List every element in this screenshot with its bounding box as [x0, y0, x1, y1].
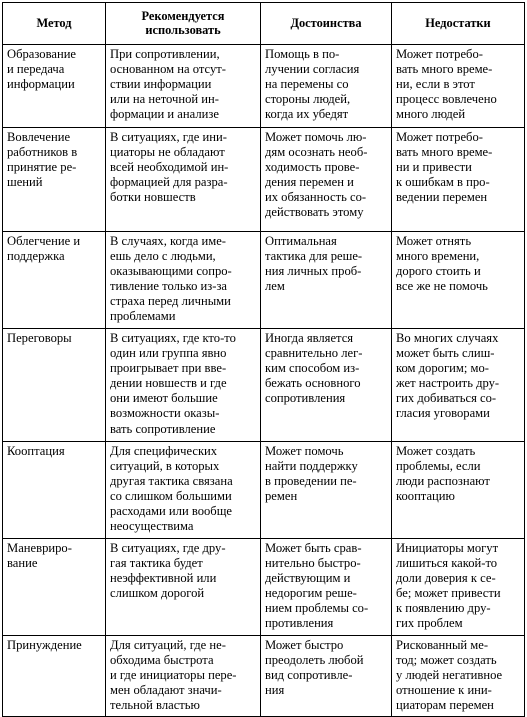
cell-recommended: В случаях, когда име- ешь дело с людьми, оказывающими сопро- тивление только из-за страха перед личными проблемами	[106, 232, 261, 329]
cell-disadvantages: Рискованный ме- тод; может создать у людей негативное отношение к ини- циаторам перемен	[392, 636, 525, 717]
header-method: Метод	[3, 3, 106, 45]
cell-advantages: Оптимальная тактика для реше- ния личных проб- лем	[261, 232, 392, 329]
cell-disadvantages: Может создать проблемы, если люди распознают кооптацию	[392, 442, 525, 539]
cell-method: Образование и передача информации	[3, 45, 106, 128]
table-row	[3, 128, 525, 232]
header-advantages: Достоинства	[261, 3, 392, 45]
cell-recommended: В ситуациях, где дру- гая тактика будет неэффективной или слишком дорогой	[106, 539, 261, 636]
table-row	[3, 45, 525, 128]
cell-advantages: Иногда является сравнительно лег- ким способом из- бежать основного сопротивления	[261, 329, 392, 442]
cell-method: Вовлечение работников в принятие ре- шений	[3, 128, 106, 232]
cell-disadvantages: Может потребо- вать много време- ни и привести к ошибкам в про- ведении перемен	[392, 128, 525, 232]
cell-recommended: При сопротивлении, основанном на отсут- ствии информации или на неточной ин- формации и анализе	[106, 45, 261, 128]
cell-advantages: Помощь в по- лучении согласия на перемены со стороны людей, когда их убедят	[261, 45, 392, 128]
header-disadvantages: Недостатки	[392, 3, 525, 45]
cell-disadvantages: Инициаторы могут лишиться какой-то доли доверия к се- бе; может привести к появлению дру- гих проблем	[392, 539, 525, 636]
cell-advantages: Может помочь лю- дям осознать необ- ходимость прове- дения перемен и их обязанность со- действовать этому	[261, 128, 392, 232]
cell-disadvantages: Во многих случаях может быть слиш- ком дорогим; мо- жет настроить дру- гих добиваться со- гласия уговорами	[392, 329, 525, 442]
table-row	[3, 636, 525, 717]
cell-method: Маневриро- вание	[3, 539, 106, 636]
header-recommended: Рекомендуется использовать	[106, 3, 261, 45]
cell-disadvantages: Может потребо- вать много време- ни, если в этот процесс вовлечено много людей	[392, 45, 525, 128]
cell-advantages: Может быстро преодолеть любой вид сопротивле- ния	[261, 636, 392, 717]
methods-table	[2, 2, 525, 717]
cell-method: Переговоры	[3, 329, 106, 442]
cell-advantages: Может помочь найти поддержку в проведении пе- ремен	[261, 442, 392, 539]
table-row	[3, 442, 525, 539]
cell-advantages: Может быть срав- нительно быстро- действующим и недорогим реше- нием проблемы со- противления	[261, 539, 392, 636]
cell-recommended: Для ситуаций, где не- обходима быстрота и где инициаторы пере- мен обладают значи- тельной властью	[106, 636, 261, 717]
cell-disadvantages: Может отнять много времени, дорого стоить и все же не помочь	[392, 232, 525, 329]
cell-recommended: Для специфических ситуаций, в которых другая тактика связана со слишком большими расходами или вообще неосуществима	[106, 442, 261, 539]
table-row	[3, 539, 525, 636]
cell-method: Облегчение и поддержка	[3, 232, 106, 329]
cell-method: Принуждение	[3, 636, 106, 717]
table-header-row	[3, 3, 525, 45]
cell-recommended: В ситуациях, где ини- циаторы не обладают всей необходимой ин- формацией для разра- ботки новшеств	[106, 128, 261, 232]
cell-recommended: В ситуациях, где кто-то один или группа явно проигрывает при вве- дении новшеств и где они имеют большие возможности оказы- вать сопротивление	[106, 329, 261, 442]
table-row	[3, 232, 525, 329]
cell-method: Кооптация	[3, 442, 106, 539]
table-row	[3, 329, 525, 442]
